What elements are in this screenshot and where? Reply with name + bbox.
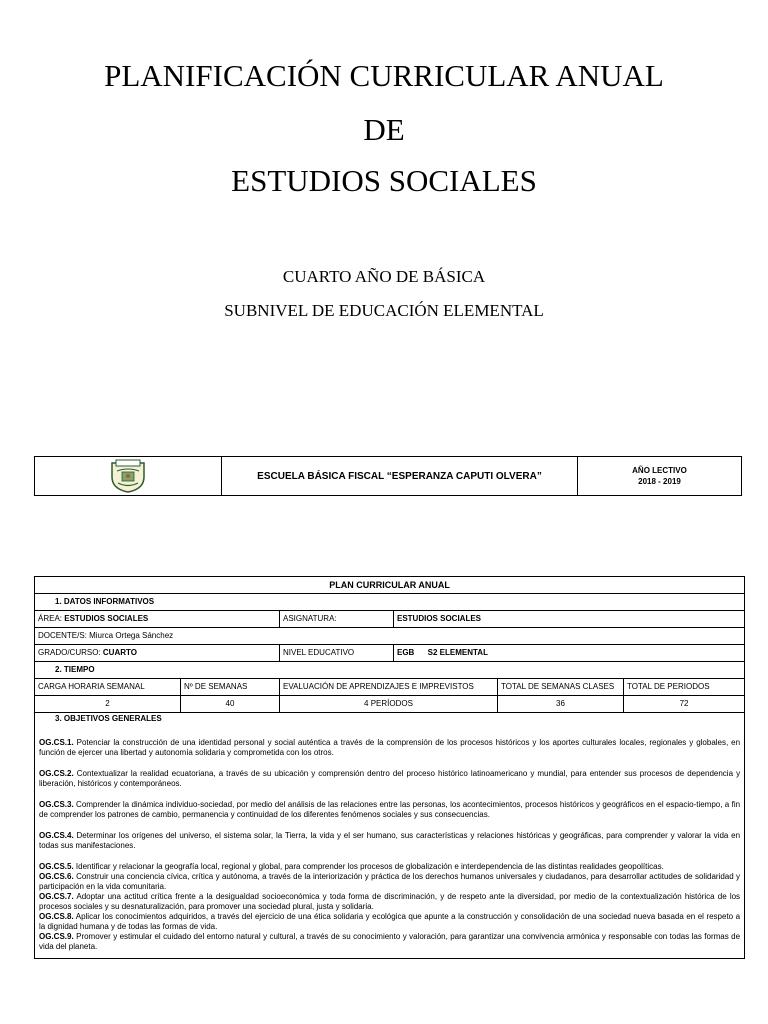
objective-item bbox=[39, 800, 740, 820]
objetivos-generales-cell bbox=[35, 713, 745, 959]
year-label: AÑO LECTIVO bbox=[632, 466, 687, 475]
objective-text: Identificar y relacionar la geografía local, regional y global, para comprender los procesos de globalización e interdependencia de las distintas realidades geopolíticas. bbox=[73, 862, 664, 871]
grado-row bbox=[35, 645, 745, 662]
school-header bbox=[34, 456, 742, 496]
year-value: 2018 - 2019 bbox=[638, 477, 681, 486]
objective-item bbox=[39, 932, 740, 952]
section-2-row bbox=[35, 662, 745, 679]
tiempo-header: TOTAL DE PERIODOS bbox=[624, 679, 745, 696]
objective-text: Aplicar los conocimientos adquiridos, a través del ejercicio de una ética solidaria y ecológica que apunte a la construcción y consolidación de una sociedad nueva basada en el respeto a la dignidad humana y de todas las formas de vida. bbox=[39, 912, 741, 931]
title-line-3: ESTUDIOS SOCIALES bbox=[231, 163, 537, 198]
objective-item bbox=[39, 769, 740, 789]
tiempo-value: 4 PERÍODOS bbox=[280, 696, 498, 713]
objective-text: Potenciar la construcción de una identidad personal y social auténtica a través de la comprensión de los procesos históricos y los aportes culturales locales, regionales y globales, en función de ejercer una libertad y autonomía solidaria y comprometida con los otros. bbox=[39, 738, 741, 757]
section-1-row bbox=[35, 594, 745, 611]
tiempo-header: Nº DE SEMANAS bbox=[181, 679, 280, 696]
tiempo-header: CARGA HORARIA SEMANAL bbox=[35, 679, 181, 696]
tiempo-value: 2 bbox=[35, 696, 181, 713]
grado-value: CUARTO bbox=[102, 648, 137, 657]
objective-code: OG.CS.8. bbox=[39, 912, 74, 921]
nivel-label: NIVEL EDUCATIVO bbox=[280, 645, 394, 662]
tiempo-header-row bbox=[35, 679, 745, 696]
objective-text: Comprender la dinámica individuo-sociedad, por medio del análisis de las relaciones entre las personas, los acontecimientos, procesos históricos y geográficos en el espacio-tiempo, a fin de comprender los patrones de cambio, permanencia y continuidad de los diferentes fenómenos sociales y sus consecuencias. bbox=[39, 800, 741, 819]
docente-row bbox=[35, 628, 745, 645]
asignatura-label: ASIGNATURA: bbox=[280, 611, 394, 628]
docente-cell: DOCENTE/S: Miurca Ortega Sánchez bbox=[35, 628, 745, 645]
objective-item bbox=[39, 831, 740, 851]
objective-item bbox=[39, 872, 740, 892]
area-value: ESTUDIOS SOCIALES bbox=[64, 614, 149, 623]
title-line-2: DE bbox=[363, 112, 405, 147]
objective-item bbox=[39, 738, 740, 758]
asignatura-value: ESTUDIOS SOCIALES bbox=[394, 611, 745, 628]
objective-code: OG.CS.6. bbox=[39, 872, 74, 881]
objective-code: OG.CS.5. bbox=[39, 862, 74, 871]
objective-code: OG.CS.2. bbox=[39, 769, 74, 778]
tiempo-value: 72 bbox=[624, 696, 745, 713]
objective-item bbox=[39, 912, 740, 932]
section-3-row bbox=[35, 713, 745, 959]
area-cell bbox=[35, 611, 280, 628]
plan-title-row bbox=[35, 577, 745, 594]
objective-code: OG.CS.1. bbox=[39, 738, 74, 747]
grado-label: GRADO/CURSO: bbox=[38, 648, 101, 657]
tiempo-header: EVALUACIÓN DE APRENDIZAJES E IMPREVISTOS bbox=[280, 679, 498, 696]
school-name: ESCUELA BÁSICA FISCAL “ESPERANZA CAPUTI OLVERA” bbox=[222, 457, 578, 495]
objective-code: OG.CS.3. bbox=[39, 800, 74, 809]
school-crest-icon bbox=[108, 459, 148, 493]
title-line-1: PLANIFICACIÓN CURRICULAR ANUAL bbox=[104, 58, 664, 93]
objective-text: Contextualizar la realidad ecuatoriana, a través de su ubicación y comprensión dentro del proceso histórico latinoamericano y mundial, para entender sus procesos de dependencia y liberación, históricos y contemporáneos. bbox=[39, 769, 741, 788]
objective-code: OG.CS.4. bbox=[39, 831, 74, 840]
objective-text: Adoptar una actitud crítica frente a la desigualdad socioeconómica y toda forma de discriminación, y de respeto ante la diversidad, por medio de la contextualización histórica de los procesos sociales y su desnaturalización, para promover una sociedad plural, justa y solidaria. bbox=[39, 892, 741, 911]
objective-text: Determinar los orígenes del universo, el sistema solar, la Tierra, la vida y el ser humano, sus características y relaciones históricas y geográficas, para comprender y valorar la vida en todas sus manifestaciones. bbox=[39, 831, 741, 850]
section-datos-informativos: 1. DATOS INFORMATIVOS bbox=[35, 594, 745, 611]
objective-item bbox=[39, 892, 740, 912]
objective-text: Construir una conciencia cívica, crítica y autónoma, a través de la interiorización y práctica de los derechos humanos universales y ciudadanos, para desarrollar actitudes de solidaridad y participación en la vida comunitaria. bbox=[39, 872, 741, 891]
area-label: ÁREA: bbox=[38, 614, 63, 623]
objective-code: OG.CS.7. bbox=[39, 892, 74, 901]
section-objetivos-generales: 3. OBJETIVOS GENERALES bbox=[55, 714, 162, 723]
school-crest-cell bbox=[35, 457, 222, 495]
tiempo-header: TOTAL DE SEMANAS CLASES bbox=[498, 679, 624, 696]
school-year bbox=[578, 457, 741, 495]
objective-text: Promover y estimular el cuidado del entorno natural y cultural, a través de su conocimiento y valoración, para garantizar una convivencia armónica y responsable con todas las formas de vida del planeta. bbox=[39, 932, 741, 951]
area-row bbox=[35, 611, 745, 628]
nivel-value: EGB S2 ELEMENTAL bbox=[394, 645, 745, 662]
tiempo-value-row bbox=[35, 696, 745, 713]
subtitle-level: SUBNIVEL DE EDUCACIÓN ELEMENTAL bbox=[224, 301, 544, 320]
section-tiempo: 2. TIEMPO bbox=[35, 662, 745, 679]
subtitle-grade: CUARTO AÑO DE BÁSICA bbox=[282, 267, 486, 286]
tiempo-value: 36 bbox=[498, 696, 624, 713]
tiempo-value: 40 bbox=[181, 696, 280, 713]
objective-item bbox=[39, 862, 740, 872]
objective-code: OG.CS.9. bbox=[39, 932, 74, 941]
annual-plan-table bbox=[34, 576, 745, 959]
plan-title: PLAN CURRICULAR ANUAL bbox=[35, 577, 745, 594]
grado-cell bbox=[35, 645, 280, 662]
